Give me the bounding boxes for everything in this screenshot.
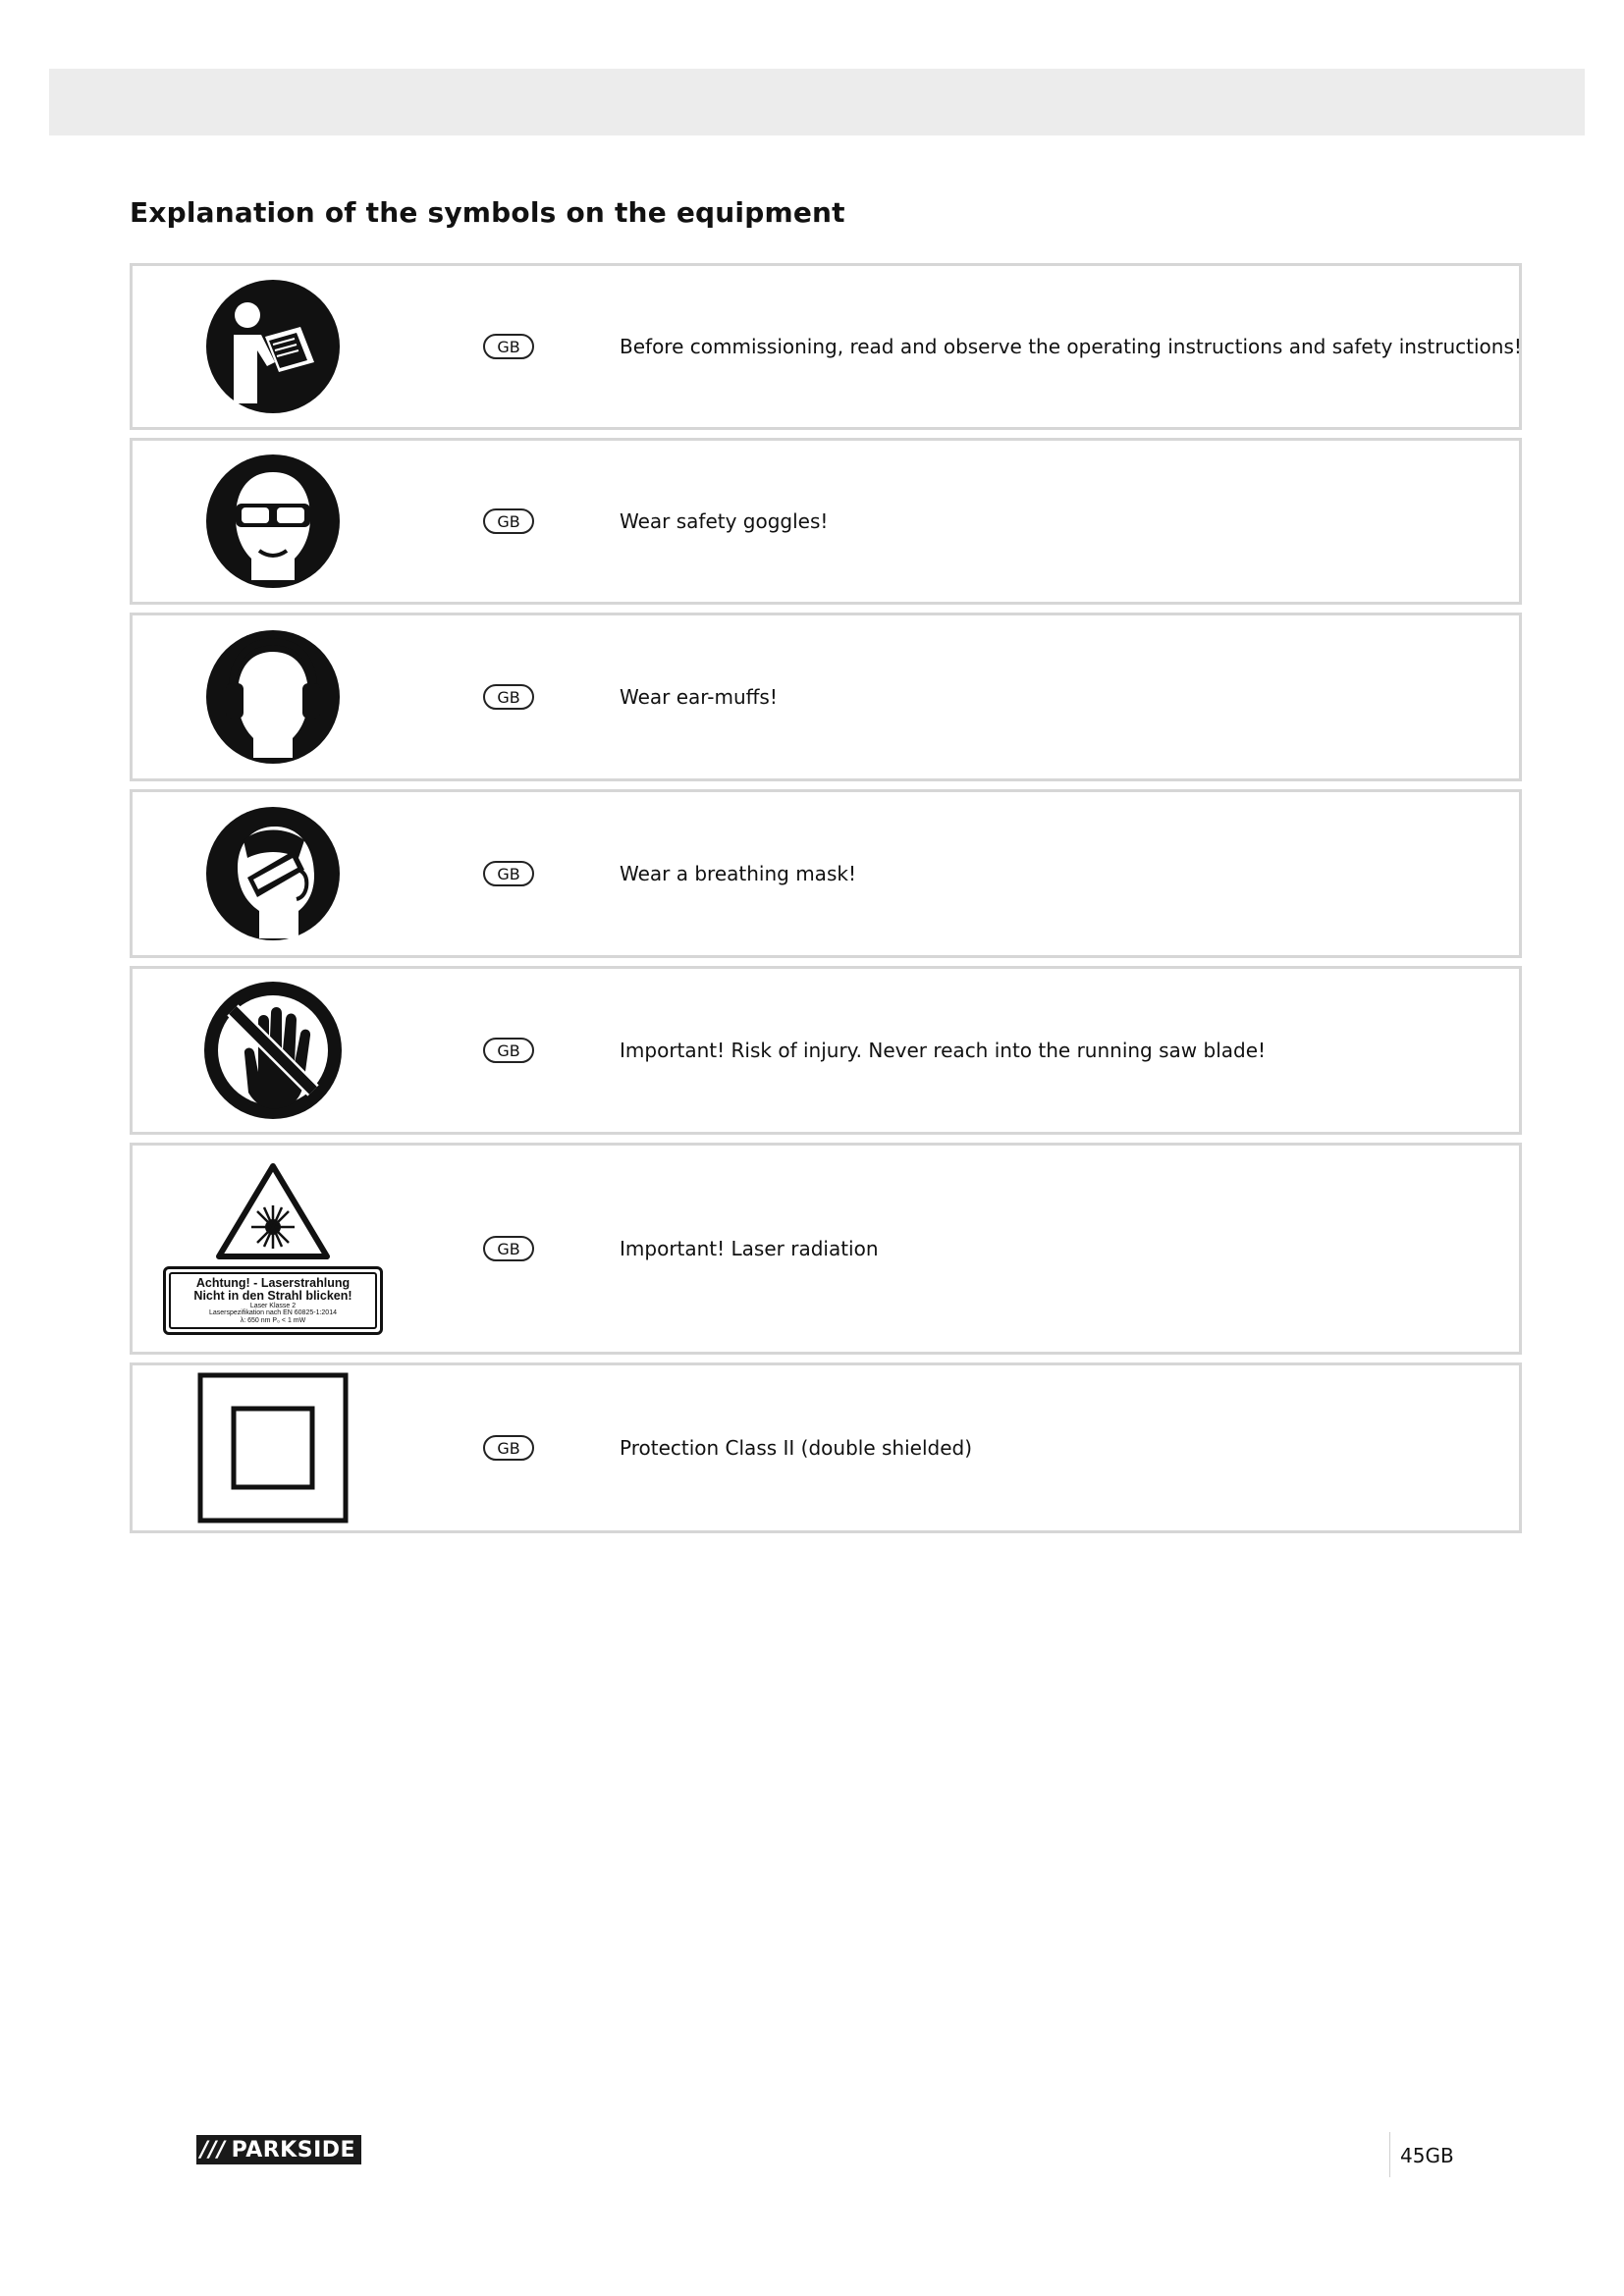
- symbol-row-ear-muffs: [130, 613, 1522, 781]
- symbol-row-protection-class: [130, 1362, 1522, 1533]
- protection-class-ii-icon: [133, 1365, 413, 1530]
- header-bar: [49, 69, 1585, 135]
- country-badge: GB: [483, 1236, 534, 1261]
- label-line-2: Nicht in den Strahl blicken!: [193, 1288, 352, 1303]
- country-badge: GB: [483, 684, 534, 710]
- laser-warning-sign: [133, 1146, 413, 1352]
- page-number-divider: [1389, 2132, 1390, 2177]
- logo-text: PARKSIDE: [231, 2137, 356, 2163]
- symbols-table: [130, 263, 1522, 1541]
- symbol-row-safety-goggles: [130, 438, 1522, 605]
- page-title: Explanation of the symbols on the equipment: [130, 196, 845, 229]
- country-badge: GB: [483, 508, 534, 534]
- symbol-row-laser: [130, 1143, 1522, 1355]
- symbol-row-breathing-mask: [130, 789, 1522, 958]
- logo-slashes: ///: [200, 2137, 226, 2163]
- symbol-description: Wear safety goggles!: [620, 509, 829, 533]
- page-number: 45GB: [1400, 2144, 1454, 2167]
- country-badge: GB: [483, 1435, 534, 1461]
- symbol-row-read-manual: [130, 263, 1522, 430]
- symbol-description: Protection Class II (double shielded): [620, 1436, 973, 1460]
- no-hand-icon: [133, 969, 413, 1132]
- country-badge: GB: [483, 861, 534, 886]
- safety-goggles-icon: [133, 441, 413, 602]
- symbol-description: Important! Risk of injury. Never reach into the running saw blade!: [620, 1039, 1267, 1062]
- country-badge: GB: [483, 334, 534, 359]
- read-manual-icon: [133, 266, 413, 427]
- symbol-description: Important! Laser radiation: [620, 1237, 879, 1260]
- laser-class-label: [163, 1266, 383, 1335]
- label-line-1: Achtung! - Laserstrahlung: [195, 1275, 351, 1290]
- label-line-4: Laserspezifikation nach EN 60825-1:2014: [209, 1309, 337, 1317]
- symbol-row-no-hand: [130, 966, 1522, 1135]
- country-badge: GB: [483, 1038, 534, 1063]
- label-line-5: λ: 650 nm P₀ < 1 mW: [240, 1316, 306, 1324]
- symbol-description: Wear ear-muffs!: [620, 685, 778, 709]
- symbol-description: Before commissioning, read and observe the operating instructions and safety instructions!: [620, 335, 1522, 358]
- parkside-logo: [196, 2135, 361, 2164]
- label-line-3: Laser Klasse 2: [249, 1303, 297, 1310]
- symbol-description: Wear a breathing mask!: [620, 862, 856, 885]
- breathing-mask-icon: [133, 792, 413, 955]
- laser-warning-icon: [215, 1162, 331, 1260]
- ear-muffs-icon: [133, 615, 413, 778]
